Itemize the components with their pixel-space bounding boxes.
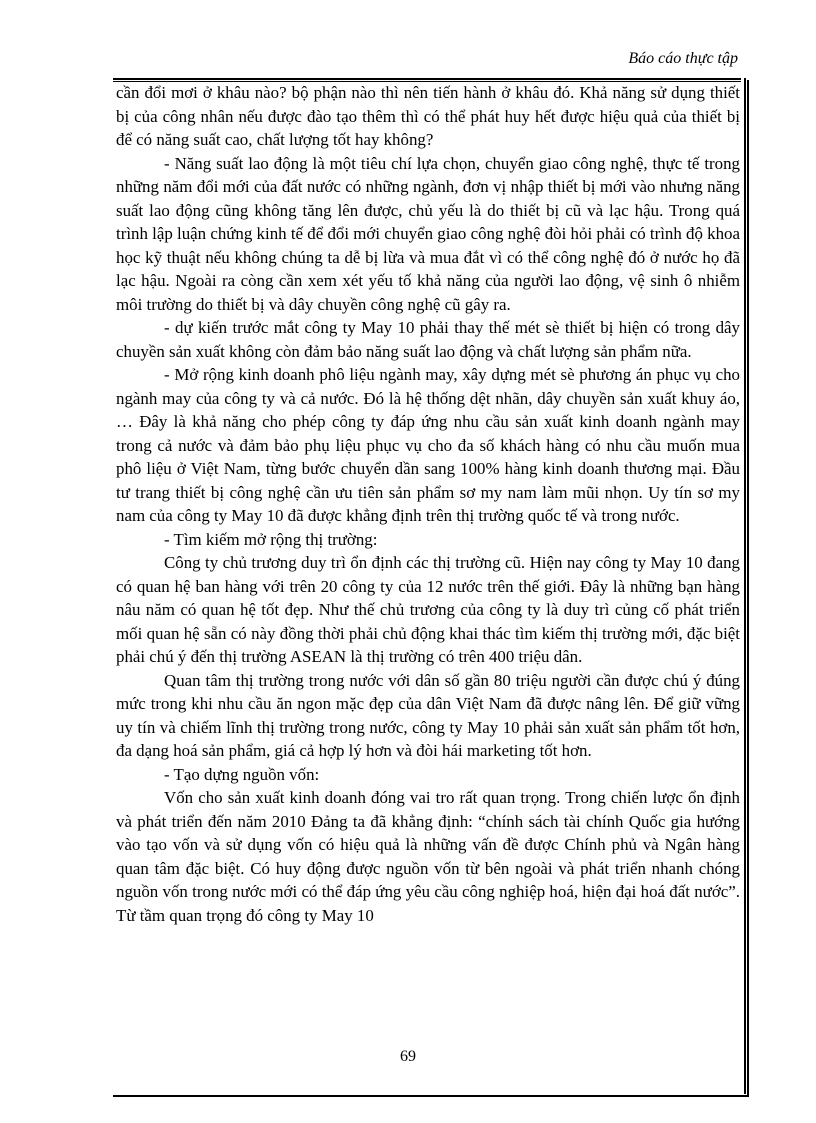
paragraph-foreign-markets: Công ty chủ trương duy trì ổn định các thị trường cũ. Hiện nay công ty May 10 đang có quan hệ ban hàng với trên 20 công ty của 12 nước trên thế giới. Đây là những bạn hàng nâu năm có quan hệ tốt đẹp. Như thế chủ trương của công ty là duy trì củng cố phát triển mối quan hệ sẵn có này đồng thời phải chủ động khai thác tìm kiếm thị trường mới, đặc biệt phải chú ý đến thị trường ASEAN là thị trường có trên 400 triệu dân. [116, 553, 740, 666]
paragraph-equipment-replacement: - dự kiến trước mắt công ty May 10 phải thay thế mét sè thiết bị hiện có trong dây chuyền sản xuất không còn đảm bảo năng suất lao động và chất lượng sản phẩm nữa. [116, 318, 740, 361]
paragraph-capital: Vốn cho sản xuất kinh doanh đóng vai tro rất quan trọng. Trong chiến lược ổn định và phát triển đến năm 2010 Đảng ta đã khẳng định: “chính sách tài chính Quốc gia hướng vào tạo vốn và sử dụng vốn có hiệu quả là những vấn đề được Chính phủ và Ngân hàng quan tâm đặc biệt. Có huy động được nguồn vốn từ bên ngoài và phát triển nhanh chóng nguồn vốn trong nước mới có thể đáp ứng yêu cầu công nghiệp hoá, hiện đại hoá đất nước”. Từ tầm quan trọng đó công ty May 10 [116, 788, 740, 925]
header-title: Báo cáo thực tập [628, 50, 738, 67]
paragraph-accessories-business: - Mở rộng kinh doanh phô liệu ngành may, xây dựng mét sè phương án phục vụ cho ngành may của công ty và cả nước. Đó là hệ thống dệt nhãn, dây chuyền sản xuất khuy áo, … Đây là khả năng cho phép công ty đáp ứng nhu cầu sản xuất kinh doanh ngành may trong cả nước và đảm bảo phụ liệu phục vụ cho đa số khách hàng có nhu cầu muốn mua phô liệu ở Việt Nam, từng bước chuyển dần sang 100% hàng kinh doanh thương mại. Đầu tư trang thiết bị công nghệ cần ưu tiên sản phẩm sơ my nam làm mũi nhọn. Uy tín sơ my nam của công ty May 10 đã được khẳng định trên thị trường quốc tế và trong nước. [116, 365, 740, 525]
heading-market-expansion: - Tìm kiếm mở rộng thị trường: [164, 529, 378, 549]
paragraph-continuation: cần đổi mơi ở khâu nào? bộ phận nào thì nên tiến hành ở khâu đó. Khả năng sử dụng thiết bị của công nhân nếu được đào tạo thêm thì có thể phát huy hết được hiệu quả của thiết bị để có năng suất cao, chất lượng tốt hay không? [116, 83, 740, 149]
frame-right-border-shadow [747, 80, 749, 1096]
paragraph-domestic-market: Quan tâm thị trường trong nước với dân số gần 80 triệu người cần được chú ý đúng mức trong khi nhu cầu ăn ngon mặc đẹp của dân Việt Nam đã được nâng lên. Để giữ vững uy tín và chiếm lĩnh thị trường trong nước, công ty May 10 phải sản xuất sản phẩm tốt hơn, đa dạng hoá sản phẩm, giá cả hợp lý hơn và đòi hái marketing tốt hơn. [116, 670, 740, 760]
frame-right-border [744, 78, 746, 1094]
heading-capital: - Tạo dựng nguồn vốn: [164, 764, 320, 784]
frame-top-border [113, 78, 741, 80]
frame-bottom-border-shadow [113, 1095, 749, 1097]
page-number: 69 [400, 1048, 416, 1065]
paragraph-labor-productivity: - Năng suất lao động là một tiêu chí lựa chọn, chuyển giao công nghệ, thực tế trong những năm đổi mới của đất nước có những ngành, đơn vị nhập thiết bị mới vào nhưng năng suất lao động cũng không tăng lên được, chủ yếu là do thiết bị cũ và lạc hậu. Trong quá trình lập luận chứng kinh tế để đổi mới chuyển giao công nghệ đòi hỏi phải có trình độ khoa học kỹ thuật nếu không chúng ta dễ bị lừa và mua đắt vì có thể công nghệ đó ở nước họ đã lạc hậu. Ngoài ra còng cần xem xét yếu tố khả năng của người lao động, vệ sinh ô nhiễm môi trường do thiết bị và dây chuyền công nghệ cũ gây ra. [116, 153, 740, 314]
body-text [116, 81, 740, 927]
